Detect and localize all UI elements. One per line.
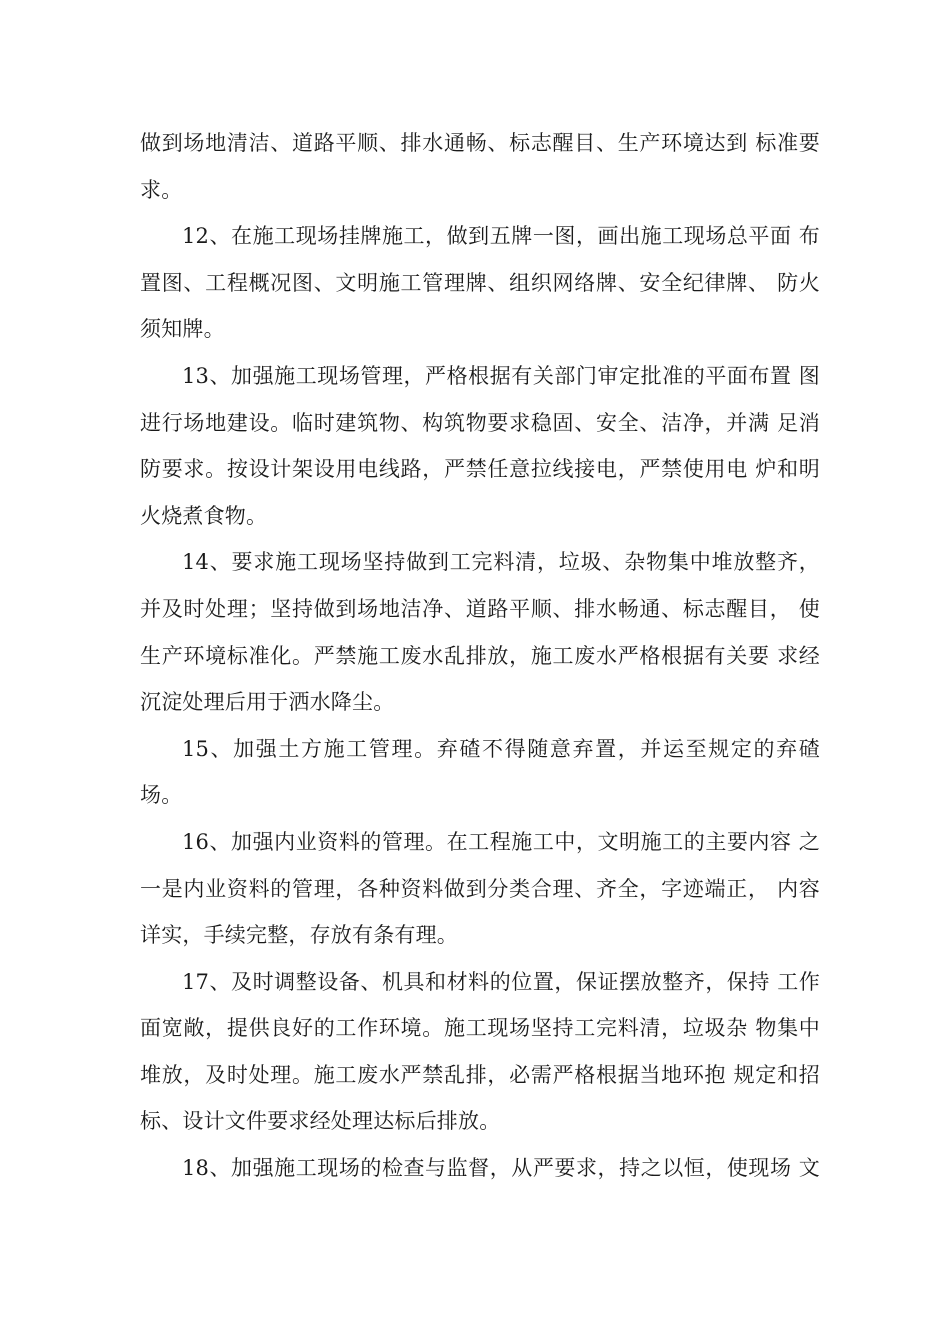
paragraph-line: 场。 xyxy=(140,783,183,808)
paragraph-line: 做到场地清洁、道路平顺、排水通畅、标志醒目、生产环境达到 标准要 xyxy=(140,131,820,155)
paragraph-line: 标、设计文件要求经处理达标后排放。 xyxy=(140,1109,501,1134)
paragraph-line: 求。 xyxy=(140,177,183,202)
paragraph-12-line: 12、在施工现场挂牌施工，做到五牌一图，画出施工现场总平面 布 xyxy=(182,224,820,249)
paragraph-16-line: 16、加强内业资料的管理。在工程施工中，文明施工的主要内容 之 xyxy=(182,829,820,854)
paragraph-line: 须知牌。 xyxy=(140,317,225,342)
paragraph-line: 并及时处理；坚持做到场地洁净、道路平顺、排水畅通、标志醒目， 使 xyxy=(140,596,820,621)
paragraph-line: 面宽敞，提供良好的工作环境。施工现场坚持工完料清，垃圾杂 物集中 xyxy=(140,1016,820,1041)
paragraph-line: 一是内业资料的管理，各种资料做到分类合理、齐全，字迹端正， 内容 xyxy=(140,876,820,901)
paragraph-13-line: 13、加强施工现场管理，严格根据有关部门审定批准的平面布置 图 xyxy=(182,363,820,388)
paragraph-line: 置图、工程概况图、文明施工管理牌、组织网络牌、安全纪律牌、 防火 xyxy=(140,270,820,295)
paragraph-18-line: 18、加强施工现场的检查与监督，从严要求，持之以恒，使现场 文 xyxy=(182,1156,820,1181)
paragraph-15-line: 15、加强土方施工管理。弃碴不得随意弃置，并运至规定的弃碴 xyxy=(182,736,820,761)
paragraph-line: 生产环境标准化。严禁施工废水乱排放，施工废水严格根据有关要 求经 xyxy=(140,643,820,668)
paragraph-line: 详实，手续完整，存放有条有理。 xyxy=(140,923,458,948)
paragraph-line: 堆放，及时处理。施工废水严禁乱排，必需严格根据当地环抱 规定和招 xyxy=(140,1062,820,1087)
paragraph-17-line: 17、及时调整设备、机具和材料的位置，保证摆放整齐，保持 工作 xyxy=(182,969,820,994)
paragraph-line: 沉淀处理后用于洒水降尘。 xyxy=(140,690,395,715)
paragraph-line: 防要求。按设计架设用电线路，严禁任意拉线接电，严禁使用电 炉和明 xyxy=(140,457,820,482)
paragraph-line: 进行场地建设。临时建筑物、构筑物要求稳固、安全、洁净，并满 足消 xyxy=(140,410,820,435)
document-body xyxy=(140,120,820,1192)
paragraph-line: 火烧煮食物。 xyxy=(140,503,268,528)
paragraph-14-line: 14、要求施工现场坚持做到工完料清，垃圾、杂物集中堆放整齐， xyxy=(182,550,820,575)
